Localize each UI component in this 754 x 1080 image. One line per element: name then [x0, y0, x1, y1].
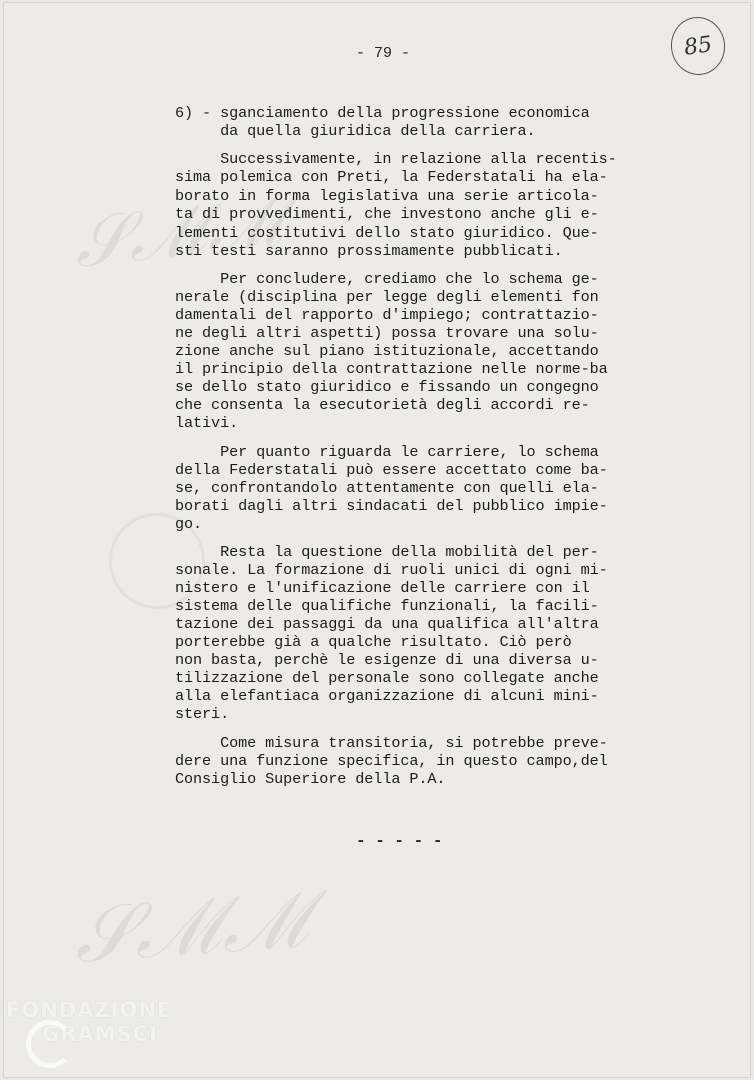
text-line: porterebbe già a qualche risultato. Ciò però [175, 633, 572, 651]
text-line: borato in forma legislativa una serie articola- [175, 187, 599, 205]
text-line: lativi. [175, 414, 239, 432]
text-line: Consiglio Superiore della P.A. [175, 770, 446, 788]
text-line: lementi costitutivi dello stato giuridico. Que- [175, 224, 599, 242]
text-line: damentali del rapporto d'impiego; contrattazio- [175, 306, 599, 324]
text-line: steri. [175, 705, 230, 723]
text-line: dere una funzione specifica, in questo campo,del [175, 752, 608, 770]
text-line: nerale (disciplina per legge degli elementi fon [175, 288, 599, 306]
text-line: Successivamente, in relazione alla recentis- [175, 150, 617, 168]
text-line: Come misura transitoria, si potrebbe preve- [175, 734, 608, 752]
text-line: sistema delle qualifiche funzionali, la facili- [175, 597, 599, 615]
text-line: della Federstatali può essere accettato come ba- [175, 461, 608, 479]
logo-g-icon [26, 1020, 74, 1068]
text-line: Per quanto riguarda le carriere, lo schema [175, 443, 599, 461]
text-line: sti testi saranno prossimamente pubblicati. [175, 242, 563, 260]
text-line: alla elefantiaca organizzazione di alcuni mini- [175, 687, 599, 705]
text-line: se dello stato giuridico e fissando un congegno [175, 378, 599, 396]
text-line: da quella giuridica della carriera. [175, 122, 536, 140]
text-line: se, confrontandolo attentamente con quelli ela- [175, 479, 599, 497]
logo-line-2: GRAMSCI [42, 1022, 158, 1046]
text-line: go. [175, 515, 203, 533]
text-line: sima polemica con Preti, la Federstatali ha ela- [175, 168, 608, 186]
text-line: borati dagli altri sindacati del pubblico impie- [175, 497, 608, 515]
archive-watermark: 𝒮ℳℳ [70, 180, 289, 284]
end-mark: - - - - - [356, 832, 443, 850]
text-line: ta di provvedimenti, che investono anche gli e- [175, 205, 599, 223]
text-line: tazione dei passaggi da una qualifica all'altra [175, 615, 599, 633]
archive-watermark-lower: 𝒮ℳℳ [71, 874, 312, 982]
fondazione-gramsci-logo [6, 998, 172, 1046]
text-line: tilizzazione del personale sono collegate anche [175, 669, 599, 687]
text-line: sonale. La formazione di ruoli unici di ogni mi- [175, 561, 608, 579]
text-line: 6) - sganciamento della progressione economica [175, 104, 590, 122]
text-line: zione anche sul piano istituzionale, accettando [175, 342, 599, 360]
text-line: ne degli altri aspetti) possa trovare una solu- [175, 324, 599, 342]
logo-line-1: FONDAZIONE [6, 998, 173, 1022]
page-number: - 79 - [356, 45, 411, 62]
text-line: nistero e l'unificazione delle carriere con il [175, 579, 590, 597]
text-line: Per concludere, crediamo che lo schema ge- [175, 270, 599, 288]
text-line: Resta la questione della mobilità del per- [175, 543, 599, 561]
archive-stamp: 85 [667, 14, 729, 79]
text-line: che consenta la esecutorietà degli accordi re- [175, 396, 590, 414]
text-line: non basta, perchè le esigenze di una diversa u- [175, 651, 599, 669]
text-line: il principio della contrattazione nelle norme-ba [175, 360, 608, 378]
